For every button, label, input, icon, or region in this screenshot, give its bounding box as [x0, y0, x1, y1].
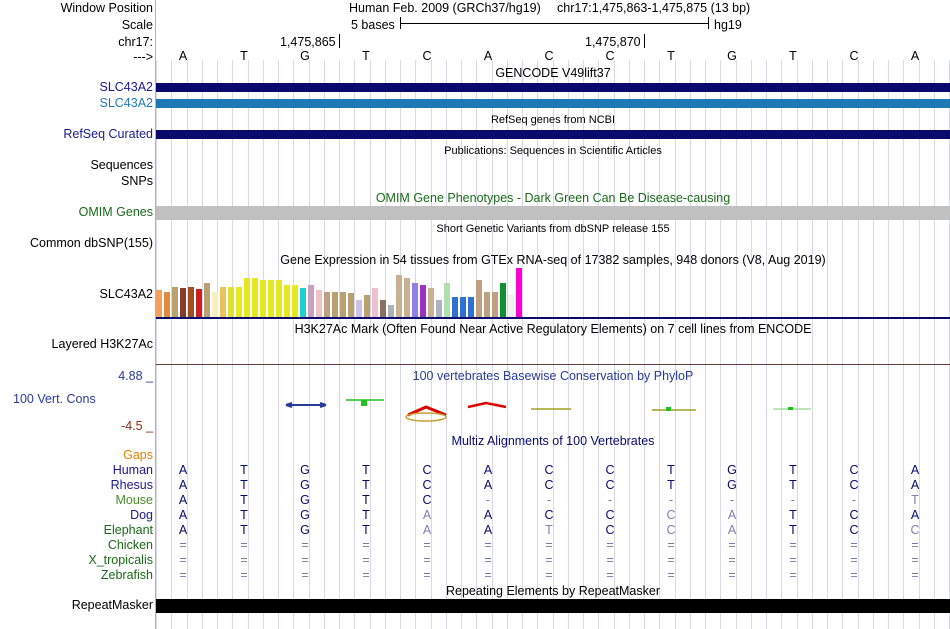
gtex-tissue-bar[interactable] — [372, 288, 378, 317]
alignment-base: = — [240, 568, 248, 582]
gtex-tissue-bar[interactable] — [380, 300, 386, 317]
gtex-tissue-bar[interactable] — [228, 287, 234, 317]
alignment-base: = — [667, 553, 675, 567]
alignment-base: T — [362, 478, 370, 492]
cons-plot[interactable] — [156, 395, 950, 425]
gtex-tissue-bar[interactable] — [412, 283, 418, 317]
pubs-sequences-label[interactable]: Sequences — [90, 158, 153, 172]
reference-base: T — [362, 49, 370, 63]
alignment-base: T — [789, 523, 797, 537]
alignment-base: C — [849, 463, 859, 477]
gtex-tissue-bar[interactable] — [236, 287, 242, 317]
gencode-gene-1[interactable] — [156, 83, 950, 92]
alignment-base: = — [606, 538, 614, 552]
ruler-tick-label-1: 1,475,865 — [280, 35, 336, 49]
species-label[interactable]: X_tropicalis — [88, 553, 153, 567]
gtex-tissue-bar[interactable] — [292, 285, 298, 317]
alignment-base: T — [911, 493, 919, 507]
gtex-tissue-bar[interactable] — [188, 287, 194, 317]
alignment-base: A — [178, 478, 188, 492]
gtex-tissue-bar[interactable] — [260, 280, 266, 317]
ruler-tick-1 — [339, 34, 340, 48]
gtex-track-title: Gene Expression in 54 tissues from GTEx RNA-seq of 17382 samples, 948 donors (V8, Aug 2019) — [280, 253, 826, 267]
gtex-tissue-bar[interactable] — [340, 292, 346, 317]
gencode-gene-label-1[interactable]: SLC43A2 — [99, 80, 153, 94]
window-position-label: Window Position — [60, 1, 153, 15]
reference-base: A — [910, 49, 920, 63]
alignment-base: T — [362, 523, 370, 537]
ruler-tick-label-2: 1,475,870 — [585, 35, 641, 49]
alignment-base: A — [727, 508, 737, 522]
alignment-base: = — [301, 538, 309, 552]
alignment-base: = — [911, 568, 919, 582]
reference-base: G — [727, 49, 737, 63]
alignment-base: C — [422, 478, 432, 492]
gencode-gene-2[interactable] — [156, 99, 950, 108]
alignment-base: C — [544, 463, 554, 477]
gtex-tissue-bar[interactable] — [332, 292, 338, 317]
alignment-base: = — [545, 553, 553, 567]
scale-bases: 5 bases — [351, 18, 395, 32]
alignment-base: = — [728, 568, 736, 582]
cons-mark-11 — [788, 407, 793, 410]
refseq-gene[interactable] — [156, 130, 950, 139]
omim-label[interactable]: OMIM Genes — [78, 205, 153, 219]
scale-bar — [400, 23, 708, 24]
alignment-base: T — [362, 463, 370, 477]
gtex-tissue-bar[interactable] — [396, 275, 402, 317]
reference-base: T — [667, 49, 675, 63]
alignment-base: - — [790, 493, 796, 507]
gtex-tissue-bar[interactable] — [212, 292, 218, 317]
strand-label: ---> — [133, 50, 153, 64]
alignment-base: = — [911, 538, 919, 552]
alignment-base: = — [545, 568, 553, 582]
alignment-base: A — [910, 463, 920, 477]
alignment-base: - — [607, 493, 613, 507]
gtex-tissue-bar[interactable] — [468, 297, 474, 317]
alignment-base: = — [911, 553, 919, 567]
gtex-tissue-bar[interactable] — [476, 280, 482, 317]
cons-mark-1 — [286, 403, 326, 407]
species-label[interactable]: Zebrafish — [100, 568, 153, 582]
species-label[interactable]: Elephant — [103, 523, 153, 537]
gtex-tissue-bar[interactable] — [404, 278, 410, 317]
gtex-tissue-bar[interactable] — [324, 292, 330, 317]
alignment-base: G — [300, 463, 310, 477]
gtex-tissue-bar[interactable] — [300, 288, 306, 317]
alignment-base: = — [179, 538, 187, 552]
gtex-tissue-bar[interactable] — [492, 292, 498, 317]
alignment-base: G — [300, 493, 310, 507]
gtex-tissue-bar[interactable] — [204, 283, 210, 317]
alignment-base: C — [605, 508, 615, 522]
alignment-base: T — [789, 463, 797, 477]
pubs-track-title: Publications: Sequences in Scientific Articles — [444, 145, 662, 157]
alignment-base: C — [544, 508, 554, 522]
gtex-expression-bars[interactable] — [156, 268, 556, 317]
gtex-tissue-bar[interactable] — [460, 297, 466, 317]
alignment-base: = — [667, 538, 675, 552]
alignment-base: = — [850, 568, 858, 582]
scale-db: hg19 — [714, 18, 742, 32]
window-position: chr17:1,475,863-1,475,875 (13 bp) — [557, 1, 751, 15]
alignment-base: T — [240, 463, 248, 477]
alignment-base: G — [727, 463, 737, 477]
reference-base: C — [605, 49, 615, 63]
gtex-tissue-bar[interactable] — [500, 283, 506, 317]
gtex-tissue-bar[interactable] — [164, 292, 170, 317]
alignment-base: T — [240, 523, 248, 537]
species-label[interactable]: Gaps — [123, 448, 153, 462]
alignment-base: A — [483, 463, 493, 477]
alignment-base: - — [851, 493, 857, 507]
cons-mark-6 — [468, 403, 506, 407]
cons-mark-9 — [666, 407, 671, 411]
alignment-base: T — [362, 508, 370, 522]
alignment-base: = — [484, 538, 492, 552]
alignment-base: G — [727, 478, 737, 492]
h3k27ac-label[interactable]: Layered H3K27Ac — [51, 337, 153, 351]
gencode-track-title: GENCODE V49lift37 — [495, 66, 611, 80]
gtex-label[interactable]: SLC43A2 — [99, 287, 153, 301]
pubs-snps-label[interactable]: SNPs — [121, 174, 153, 188]
alignment-base: C — [605, 463, 615, 477]
gtex-tissue-bar[interactable] — [444, 283, 450, 317]
alignment-base: A — [910, 478, 920, 492]
omim-track-title: OMIM Gene Phenotypes - Dark Green Can Be Disease-causing — [375, 191, 731, 205]
cons-max-label: 4.88 _ — [118, 369, 153, 383]
gtex-tissue-bar[interactable] — [284, 285, 290, 317]
multiz-track-title: Multiz Alignments of 100 Vertebrates — [451, 434, 655, 448]
alignment-base: A — [422, 508, 432, 522]
cons-mark-3 — [361, 400, 367, 406]
gtex-tissue-bar[interactable] — [180, 288, 186, 317]
alignment-base: = — [606, 553, 614, 567]
gtex-tissue-bar[interactable] — [276, 280, 282, 317]
alignment-base: T — [240, 508, 248, 522]
scale-bar-right-tick — [708, 17, 709, 29]
gtex-tissue-bar[interactable] — [268, 280, 274, 317]
gtex-tissue-bar[interactable] — [356, 300, 362, 317]
cons-label[interactable]: 100 Vert. Cons — [13, 392, 96, 406]
alignment-base: = — [362, 568, 370, 582]
dbsnp-track-title: Short Genetic Variants from dbSNP release 155 — [436, 223, 670, 235]
reference-base: T — [789, 49, 797, 63]
alignment-base: C — [666, 508, 676, 522]
alignment-base: A — [483, 508, 493, 522]
cons-mark-5 — [406, 413, 446, 421]
alignment-base: G — [300, 523, 310, 537]
gtex-tissue-bar[interactable] — [484, 292, 490, 317]
ruler-tick-2 — [644, 34, 645, 48]
alignment-base: = — [728, 553, 736, 567]
alignment-base: = — [850, 538, 858, 552]
alignment-base: C — [910, 523, 920, 537]
alignment-base: A — [483, 523, 493, 537]
alignment-base: = — [484, 553, 492, 567]
alignment-base: T — [789, 478, 797, 492]
dbsnp-label[interactable]: Common dbSNP(155) — [30, 236, 153, 250]
gtex-tissue-bar[interactable] — [516, 268, 522, 317]
alignment-base: - — [546, 493, 552, 507]
species-label[interactable]: Human — [112, 463, 153, 477]
alignment-base: C — [666, 523, 676, 537]
alignment-base: C — [849, 478, 859, 492]
alignment-base: T — [667, 463, 675, 477]
repeat-bar[interactable] — [156, 599, 950, 613]
alignment-base: C — [422, 463, 432, 477]
alignment-base: = — [667, 568, 675, 582]
alignment-base: = — [728, 538, 736, 552]
alignment-base: C — [544, 478, 554, 492]
refseq-track-title: RefSeq genes from NCBI — [490, 114, 616, 126]
gtex-tissue-bar[interactable] — [348, 293, 354, 317]
gtex-tissue-bar[interactable] — [244, 278, 250, 317]
alignment-base: = — [789, 568, 797, 582]
gtex-tissue-bar[interactable] — [220, 287, 226, 317]
alignment-base: = — [423, 568, 431, 582]
assembly-name: Human Feb. 2009 (GRCh37/hg19) — [349, 1, 541, 15]
gtex-tissue-bar[interactable] — [316, 290, 322, 317]
reference-base: A — [178, 49, 188, 63]
alignment-base: = — [362, 553, 370, 567]
h3k27ac-baseline — [156, 364, 950, 365]
alignment-base: = — [789, 538, 797, 552]
alignment-base: = — [545, 538, 553, 552]
gencode-gene-label-2[interactable]: SLC43A2 — [99, 96, 153, 110]
alignment-base: T — [789, 508, 797, 522]
alignment-base: T — [362, 493, 370, 507]
alignment-base: = — [179, 553, 187, 567]
alignment-base: A — [178, 508, 188, 522]
alignment-base: G — [300, 478, 310, 492]
alignment-base: = — [423, 553, 431, 567]
alignment-base: T — [240, 493, 248, 507]
alignment-base: = — [850, 553, 858, 567]
reference-base: C — [422, 49, 432, 63]
alignment-base: C — [849, 523, 859, 537]
alignment-base: = — [240, 538, 248, 552]
alignment-base: = — [606, 568, 614, 582]
gtex-tissue-bar[interactable] — [388, 305, 394, 317]
gtex-tissue-bar[interactable] — [156, 290, 162, 317]
repeat-track-title: Repeating Elements by RepeatMasker — [445, 584, 660, 598]
gtex-tissue-bar[interactable] — [308, 285, 314, 317]
species-label[interactable]: Mouse — [115, 493, 153, 507]
gtex-tissue-bar[interactable] — [252, 278, 258, 317]
alignment-base: - — [485, 493, 491, 507]
alignment-base: = — [789, 553, 797, 567]
alignment-base: G — [300, 508, 310, 522]
species-label[interactable]: Rhesus — [110, 478, 153, 492]
alignment-base: A — [422, 523, 432, 537]
gtex-baseline — [156, 317, 950, 319]
alignment-base: A — [178, 493, 188, 507]
alignment-base: = — [179, 568, 187, 582]
alignment-base: = — [301, 568, 309, 582]
alignment-base: = — [484, 568, 492, 582]
gtex-tissue-bar[interactable] — [420, 285, 426, 317]
species-label[interactable]: Dog — [130, 508, 153, 522]
repeat-label[interactable]: RepeatMasker — [71, 598, 153, 612]
gtex-tissue-bar[interactable] — [364, 295, 370, 317]
reference-base: T — [240, 49, 248, 63]
alignment-base: = — [240, 553, 248, 567]
gtex-tissue-bar[interactable] — [196, 289, 202, 317]
scale-label: Scale — [121, 18, 153, 32]
chrom-label: chr17: — [118, 35, 153, 49]
reference-base: G — [300, 49, 310, 63]
alignment-base: A — [910, 508, 920, 522]
alignment-base: A — [178, 523, 188, 537]
alignment-base: - — [668, 493, 674, 507]
alignment-base: = — [362, 538, 370, 552]
alignment-base: A — [727, 523, 737, 537]
alignment-base: T — [667, 478, 675, 492]
alignment-base: = — [301, 553, 309, 567]
alignment-base: C — [422, 493, 432, 507]
cons-track-title: 100 vertebrates Basewise Conservation by PhyloP — [412, 369, 694, 383]
alignment-base: C — [849, 508, 859, 522]
alignment-base: C — [605, 478, 615, 492]
gtex-tissue-bar[interactable] — [428, 288, 434, 317]
gtex-tissue-bar[interactable] — [508, 295, 514, 317]
h3k27ac-track-title: H3K27Ac Mark (Often Found Near Active Regulatory Elements) on 7 cell lines from ENCODE — [294, 322, 812, 336]
alignment-base: = — [423, 538, 431, 552]
species-label[interactable]: Chicken — [107, 538, 153, 552]
gtex-tissue-bar[interactable] — [452, 297, 458, 317]
alignment-base: A — [178, 463, 188, 477]
alignment-base: A — [483, 478, 493, 492]
cons-min-label: -4.5 _ — [121, 419, 153, 433]
gtex-tissue-bar[interactable] — [172, 287, 178, 317]
omim-gene-bar[interactable] — [156, 206, 950, 220]
alignment-base: - — [729, 493, 735, 507]
refseq-label[interactable]: RefSeq Curated — [63, 127, 153, 141]
alignment-base: C — [605, 523, 615, 537]
alignment-base: T — [545, 523, 553, 537]
reference-base: C — [849, 49, 859, 63]
alignment-base: T — [240, 478, 248, 492]
reference-base: C — [544, 49, 554, 63]
reference-base: A — [483, 49, 493, 63]
gtex-tissue-bar[interactable] — [436, 300, 442, 317]
